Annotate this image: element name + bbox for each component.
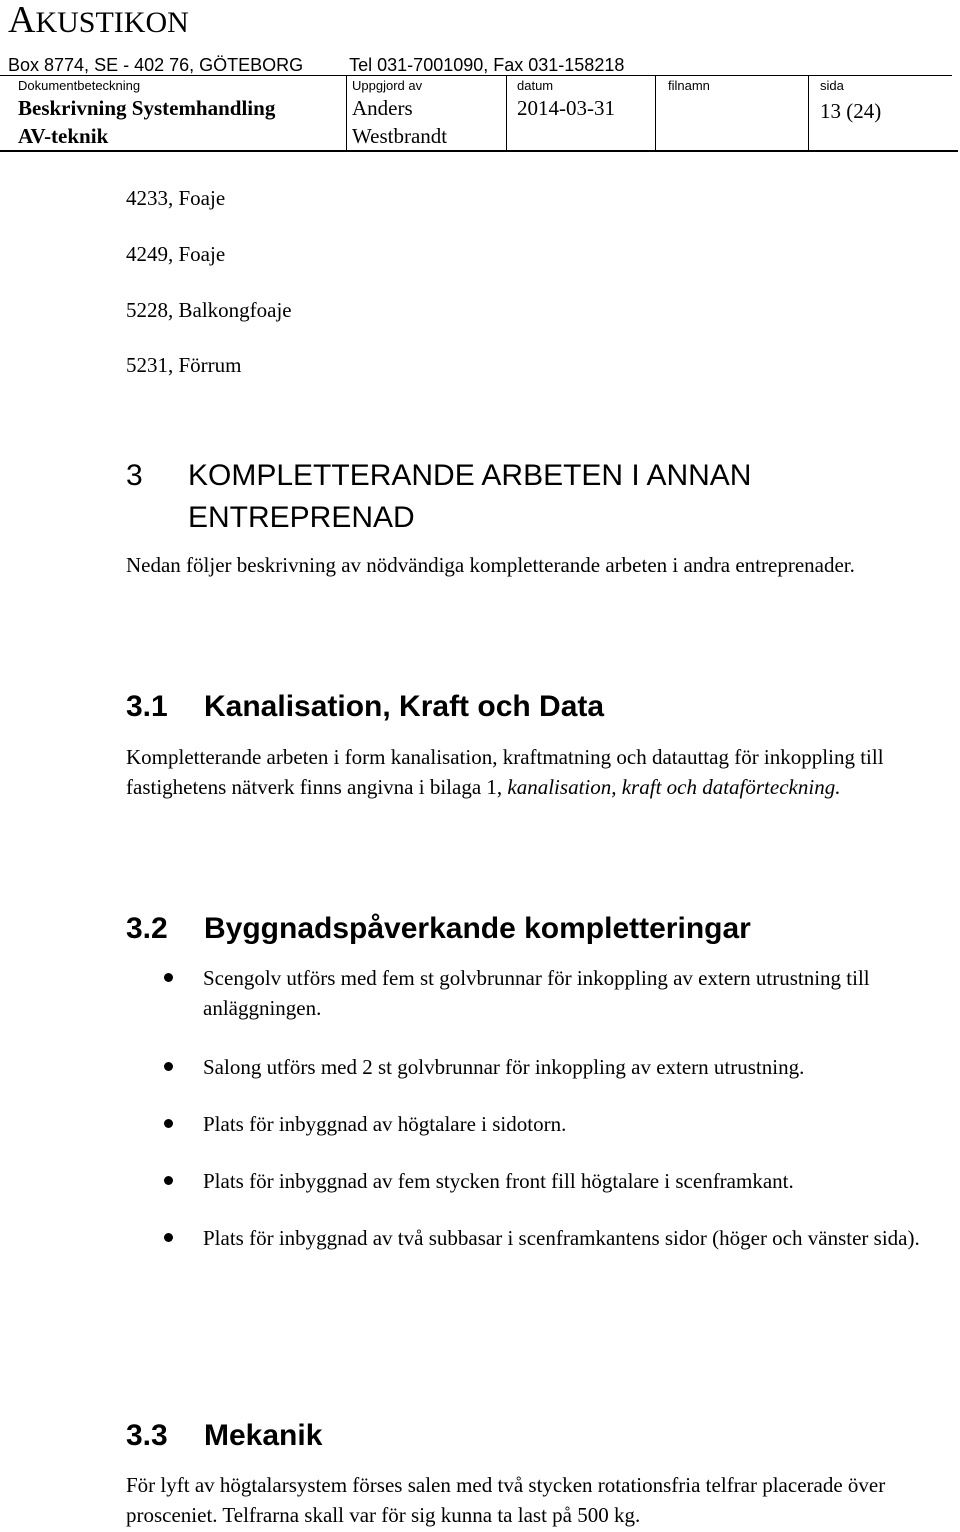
paragraph-text: Kompletterande arbeten i form kanalisation, kraftmatning och datauttag för inkoppling till fastighetens nätverk finns angivna i bilaga 1, xyxy=(126,745,884,799)
company-initial: A xyxy=(8,0,36,41)
company-address: Box 8774, SE - 402 76, GÖTEBORG xyxy=(8,55,304,75)
list-item: Salong utförs med 2 st golvbrunnar för inkoppling av extern utrustning. xyxy=(203,1055,805,1079)
section-number: 3 xyxy=(126,459,143,492)
filename-label: filnamn xyxy=(668,78,710,93)
author-line1: Anders xyxy=(352,96,413,120)
date-label: datum xyxy=(517,78,554,93)
bullet-dot xyxy=(164,1062,173,1071)
section-3-1-heading xyxy=(126,688,604,726)
bullet-dot xyxy=(164,1176,173,1185)
room-item: 4233, Foaje xyxy=(126,186,226,210)
section-number: 3.1 xyxy=(126,690,168,723)
section-3-1-text xyxy=(126,742,946,802)
header-col-divider xyxy=(506,76,507,150)
list-item: Scengolv utförs med fem st golvbrunnar för inkoppling av extern utrustning till anläggningen. xyxy=(203,966,870,1020)
page-label: sida xyxy=(820,78,844,93)
bullet-dot xyxy=(164,1233,173,1242)
section-3-intro: Nedan följer beskrivning av nödvändiga kompletterande arbeten i andra entreprenader. xyxy=(126,553,855,577)
doc-label: Dokumentbeteckning xyxy=(18,78,141,93)
section-3-heading xyxy=(126,456,751,496)
section-number: 3.2 xyxy=(126,912,168,945)
page-number: 13 (24) xyxy=(820,99,882,123)
list-item: Plats för inbyggnad av två subbasar i scenframkantens sidor (höger och vänster sida). xyxy=(203,1226,920,1250)
company-name-rest: KUSTIKON xyxy=(35,6,189,39)
room-item: 5228, Balkongfoaje xyxy=(126,298,292,322)
section-3-3-heading xyxy=(126,1417,322,1455)
header-col-divider xyxy=(346,76,347,150)
author-label: Uppgjord av xyxy=(352,78,423,93)
header-divider-top xyxy=(0,75,952,76)
room-item: 4249, Foaje xyxy=(126,242,226,266)
company-contact xyxy=(8,54,624,76)
company-phone-fax: Tel 031-7001090, Fax 031-158218 xyxy=(349,55,625,75)
section-3-2-heading xyxy=(126,910,751,948)
section-title: Kanalisation, Kraft och Data xyxy=(204,690,605,723)
section-3-3-text: För lyft av högtalarsystem förses salen med två stycken rotationsfria telfrar placerade över prosceniet. Telfrarna skall var för sig kunna ta last på 500 kg. xyxy=(126,1473,886,1527)
doc-value-line2: AV-teknik xyxy=(18,124,109,148)
section-number: 3.3 xyxy=(126,1419,168,1452)
paragraph-italic: kanalisation, kraft och dataförteckning. xyxy=(507,775,841,799)
author-line2: Westbrandt xyxy=(352,124,448,148)
bullet-dot xyxy=(164,1119,173,1128)
bullet-dot xyxy=(164,973,173,982)
company-name xyxy=(8,2,189,41)
doc-value-line1: Beskrivning Systemhandling xyxy=(18,96,276,120)
section-title: Mekanik xyxy=(204,1419,323,1452)
header-col-divider xyxy=(655,76,656,150)
list-item: Plats för inbyggnad av fem stycken front fill högtalare i scenframkant. xyxy=(203,1169,794,1193)
list-item: Plats för inbyggnad av högtalare i sidotorn. xyxy=(203,1112,567,1136)
header-divider-bottom xyxy=(0,150,958,152)
header-col-divider xyxy=(808,76,809,150)
room-item: 5231, Förrum xyxy=(126,353,242,377)
section-title: Byggnadspåverkande kompletteringar xyxy=(204,912,751,945)
section-3-heading-cont: ENTREPRENAD xyxy=(188,501,415,534)
date-value: 2014-03-31 xyxy=(517,96,615,120)
section-title: KOMPLETTERANDE ARBETEN I ANNAN xyxy=(188,459,752,492)
